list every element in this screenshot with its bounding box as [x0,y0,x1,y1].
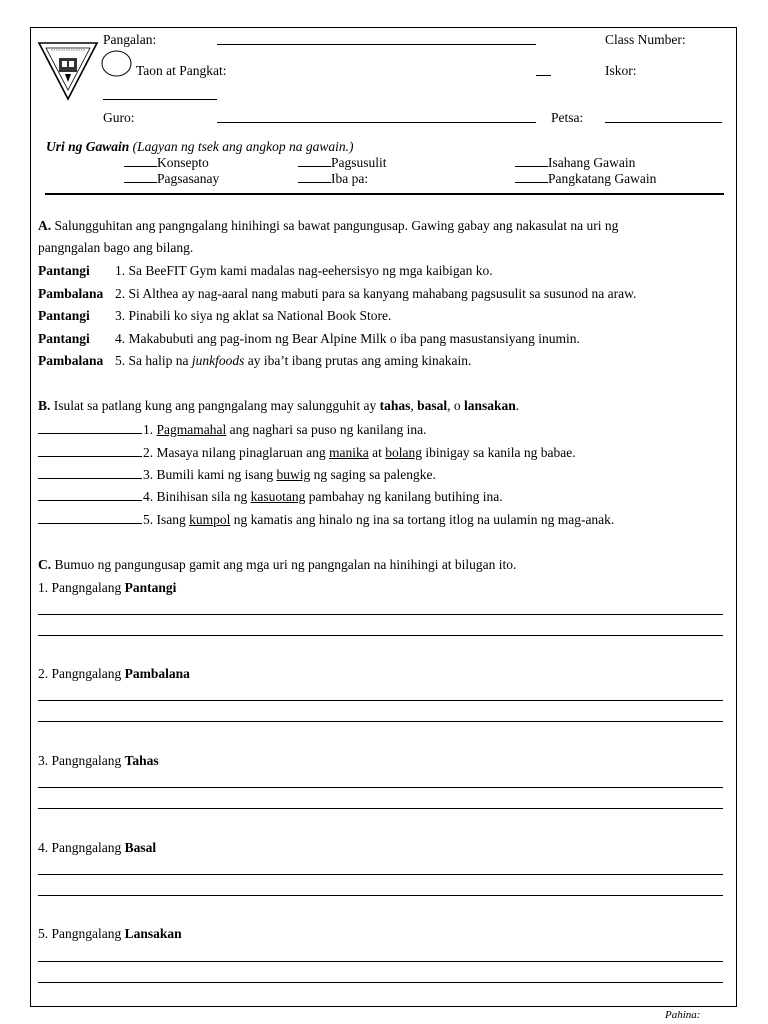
answer-line[interactable] [38,895,723,896]
iskor-label: Iskor: [605,63,637,78]
answer-line[interactable] [38,982,723,983]
uri-note: (Lagyan ng tsek ang angkop na gawain.) [132,139,354,154]
section-b-item: 1. Pagmamahal ang naghari sa puso ng kanilang ina. [38,421,426,438]
answer-line[interactable] [38,787,723,788]
section-a-item: Pantangi 4. Makabubuti ang pag-inom ng Bear Alpine Milk o iba pang masustansiyang inumin. [38,331,580,346]
taon-field-line[interactable] [103,99,217,100]
option-isahang-gawain[interactable]: Isahang Gawain [515,155,635,171]
page-number-label: Pahina: [665,1009,701,1021]
section-a-item: Pantangi 1. Sa BeeFIT Gym kami madalas nag-eehersisyo ng mga kaibigan ko. [38,263,493,278]
uri-heading [46,139,354,155]
section-b-instruction: B. Isulat sa patlang kung ang pangngalang may salungguhit ay tahas, basal, o lansakan. [38,398,520,413]
section-b-item: 4. Binihisan sila ng kasuotang pambahay ng kanilang butihing ina. [38,488,503,505]
option-iba-pa[interactable]: Iba pa: [298,171,368,187]
section-c-item-label: 4. Pangngalang Basal [38,840,157,855]
answer-line[interactable] [38,635,723,636]
answer-line[interactable] [38,721,723,722]
pangalan-label: Pangalan: [103,32,157,47]
option-pangkatang-gawain[interactable]: Pangkatang Gawain [515,171,656,187]
answer-blank[interactable] [38,421,142,434]
section-c-item-label: 5. Pangngalang Lansakan [38,926,182,941]
section-b-item: 3. Bumili kami ng isang buwig ng saging sa palengke. [38,466,436,483]
answer-line[interactable] [38,961,723,962]
section-c-instruction: C. Bumuo ng pangungusap gamit ang mga uri ng pangngalan na hinihingi at bilugan ito. [38,557,517,572]
taon-field[interactable] [536,75,551,76]
answer-blank[interactable] [38,466,142,479]
section-b-item: 5. Isang kumpol ng kamatis ang hinalo ng ina sa tortang itlog na uulamin ng mag-anak. [38,511,614,528]
answer-line[interactable] [38,614,723,615]
guro-label: Guro: [103,110,135,125]
answer-line[interactable] [38,874,723,875]
answer-blank[interactable] [38,488,142,501]
section-b-item: 2. Masaya nilang pinaglaruan ang manika at bolang ibinigay sa kanila ng babae. [38,444,576,461]
option-konsepto[interactable]: Konsepto [124,155,209,171]
petsa-label: Petsa: [551,110,584,125]
section-a-instruction: A. Salungguhitan ang pangngalang hinihingi sa bawat pangungusap. Gawing gabay ang nakasulat na uri ng [38,218,619,233]
answer-blank[interactable] [38,511,142,524]
uri-title: Uri ng Gawain [46,139,130,154]
class-number-label: Class Number: [605,32,686,47]
section-a-item: Pambalana 2. Si Althea ay nag-aaral nang mabuti para sa kanyang mahabang pagsusulit sa susunod na araw. [38,286,637,301]
header-divider [45,193,724,195]
answer-blank[interactable] [38,444,142,457]
section-a-instruction-2: pangngalan bago ang bilang. [38,240,194,255]
school-logo [37,40,99,102]
answer-line[interactable] [38,700,723,701]
option-pagsusulit[interactable]: Pagsusulit [298,155,387,171]
option-pagsasanay[interactable]: Pagsasanay [124,171,219,187]
taon-label: Taon at Pangkat: [136,63,227,78]
section-a-item: Pambalana 5. Sa halip na junkfoods ay iba’t ibang prutas ang aming kinakain. [38,353,472,368]
answer-line[interactable] [38,808,723,809]
section-c-item-label: 1. Pangngalang Pantangi [38,580,177,595]
section-a-item: Pantangi 3. Pinabili ko siya ng aklat sa National Book Store. [38,308,392,323]
section-c-item-label: 2. Pangngalang Pambalana [38,666,190,681]
circle-icon [101,50,133,77]
petsa-field[interactable] [605,122,722,123]
pangalan-field[interactable] [217,44,536,45]
guro-field[interactable] [217,122,536,123]
section-c-item-label: 3. Pangngalang Tahas [38,753,159,768]
